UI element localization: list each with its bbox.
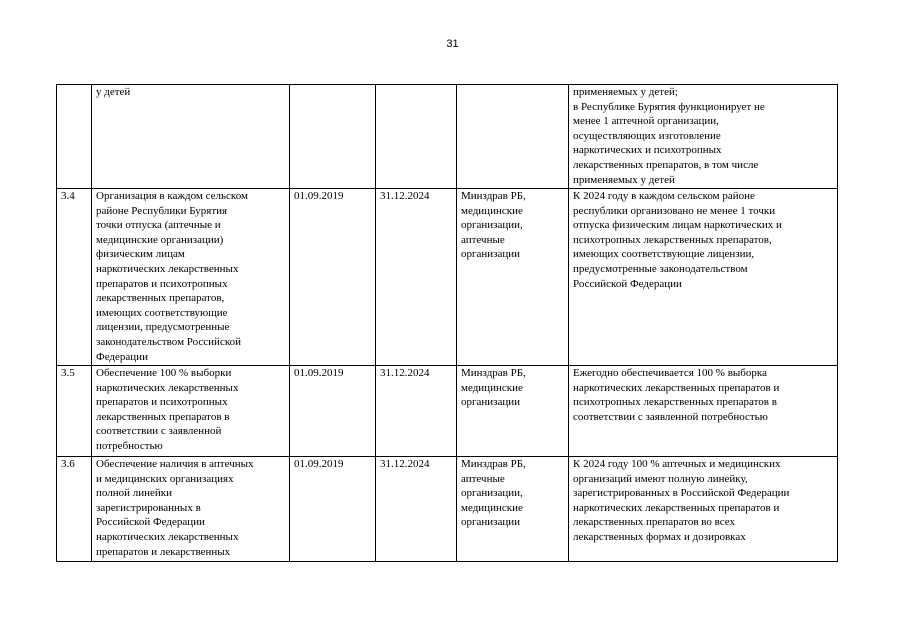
cell-text-line: наркотических лекарственных препаратов и [573,381,780,394]
cell-text-line: медицинские [461,204,523,217]
cell-text: 31.12.2024 [380,367,430,379]
cell-text-line: Российской Федерации [96,516,205,529]
row-number-cell [57,85,92,189]
cell-text-line: медицинские [461,501,523,514]
table-row [57,366,838,457]
cell-text-line: осуществляющих изготовление [573,129,721,142]
cell-text-line: применяемых у детей [573,173,675,186]
start-date-cell [290,189,376,366]
cell-text-line: аптечные [461,233,505,246]
cell-text-line: психотропных лекарственных препаратов в [573,396,777,409]
cell-text-line: препаратов и психотропных [96,396,228,409]
cell-text-line: лекарственных препаратов в [96,410,230,423]
start-date-cell [290,457,376,562]
cell-text-line: Российской Федерации [573,277,682,290]
cell-text-line: физическим лицам [96,248,185,261]
cell-text-line: организации [461,248,521,261]
cell-text-line: организации, [461,219,523,232]
cell-text-line: лекарственных препаратов, в том числе [573,158,759,171]
expected-result-cell [569,189,838,366]
cell-text-line: препаратов и лекарственных [96,545,231,558]
cell-text-line: К 2024 году в каждом сельском районе [573,190,755,202]
cell-text-line: лекарственных препаратов во всех [573,516,736,529]
expected-result-cell [569,457,838,562]
executors-cell [457,189,569,366]
cell-text-line: наркотических лекарственных [96,381,239,394]
cell-text-line: соответствии с заявленной потребностью [573,410,768,423]
plan-table [56,84,838,562]
cell-text-line: Организация в каждом сельском [96,190,248,202]
cell-text-line: Минздрав РБ, [461,190,526,202]
end-date-cell [376,85,457,189]
cell-text-line: медицинские [461,381,523,394]
cell-text-line: Минздрав РБ, [461,458,526,470]
cell-text-line: препаратов и психотропных [96,277,228,290]
cell-text-line: имеющих соответствующие лицензии, [573,248,755,261]
cell-text-line: предусмотренные законодательством [573,262,748,275]
cell-text: 01.09.2019 [294,367,344,379]
measure-title-cell [92,457,290,562]
cell-text-line: аптечные [461,472,505,485]
cell-text-line: зарегистрированных в Российской Федерации [573,487,790,500]
cell-text: 31.12.2024 [380,458,430,470]
cell-text-line: организации [461,516,521,529]
measure-title-cell [92,85,290,189]
cell-text-line: Минздрав РБ, [461,367,526,379]
table-row [57,189,838,366]
cell-text-line: К 2024 году 100 % аптечных и медицинских [573,458,781,470]
cell-text-line: лекарственных формах и дозировках [573,530,746,543]
page-number: 31 [446,38,459,50]
measure-title-cell [92,189,290,366]
cell-text-line: психотропных лекарственных препаратов, [573,233,772,246]
cell-text-line: Обеспечение 100 % выборки [96,367,232,379]
cell-text-line: отпуска физическим лицам наркотических и [573,219,782,232]
cell-text-line: менее 1 аптечной организации, [573,115,719,128]
row-number-cell [57,366,92,457]
cell-text-line: применяемых у детей; [573,86,678,98]
cell-text: 31.12.2024 [380,190,430,202]
executors-cell [457,85,569,189]
cell-text-line: лекарственных препаратов, [96,292,225,305]
cell-text-line: наркотических лекарственных [96,530,239,543]
cell-text-line: организации, [461,487,523,500]
cell-text-line: наркотических и психотропных [573,144,722,157]
cell-text: 3.5 [61,367,75,379]
end-date-cell [376,189,457,366]
cell-text-line: республики организовано не менее 1 точки [573,204,776,217]
cell-text-line: имеющих соответствующие [96,306,228,319]
cell-text: 3.6 [61,458,75,470]
row-number-cell [57,189,92,366]
end-date-cell [376,366,457,457]
end-date-cell [376,457,457,562]
cell-text-line: в Республике Бурятия функционирует не [573,100,765,113]
cell-text-line: соответствии с заявленной [96,425,222,438]
cell-text-line: организации [461,396,521,409]
cell-text-line: Федерации [96,350,148,363]
cell-text-line: зарегистрированных в [96,501,201,514]
cell-text: 3.4 [61,190,75,202]
row-number-cell [57,457,92,562]
cell-text-line: Ежегодно обеспечивается 100 % выборка [573,367,767,379]
executors-cell [457,366,569,457]
start-date-cell [290,366,376,457]
cell-text-line: законодательством Российской [96,335,241,348]
cell-text-line: наркотических лекарственных препаратов и [573,501,780,514]
start-date-cell [290,85,376,189]
cell-text-line: районе Республики Бурятия [96,204,228,217]
table-row [57,85,838,189]
cell-text: 01.09.2019 [294,458,344,470]
cell-text-line: медицинские организации) [96,233,224,246]
expected-result-cell [569,85,838,189]
cell-text-line: полной линейки [96,487,173,500]
cell-text-line: лицензии, предусмотренные [96,321,230,334]
cell-text: 01.09.2019 [294,190,344,202]
cell-text-line: организаций имеют полную линейку, [573,472,748,485]
measure-title-cell [92,366,290,457]
cell-text-line: у детей [96,86,131,98]
cell-text-line: Обеспечение наличия в аптечных [96,458,254,470]
executors-cell [457,457,569,562]
expected-result-cell [569,366,838,457]
cell-text-line: точки отпуска (аптечные и [96,219,221,232]
cell-text-line: и медицинских организациях [96,472,234,485]
table-row [57,457,838,562]
cell-text-line: наркотических лекарственных [96,262,239,275]
cell-text-line: потребностью [96,439,163,452]
